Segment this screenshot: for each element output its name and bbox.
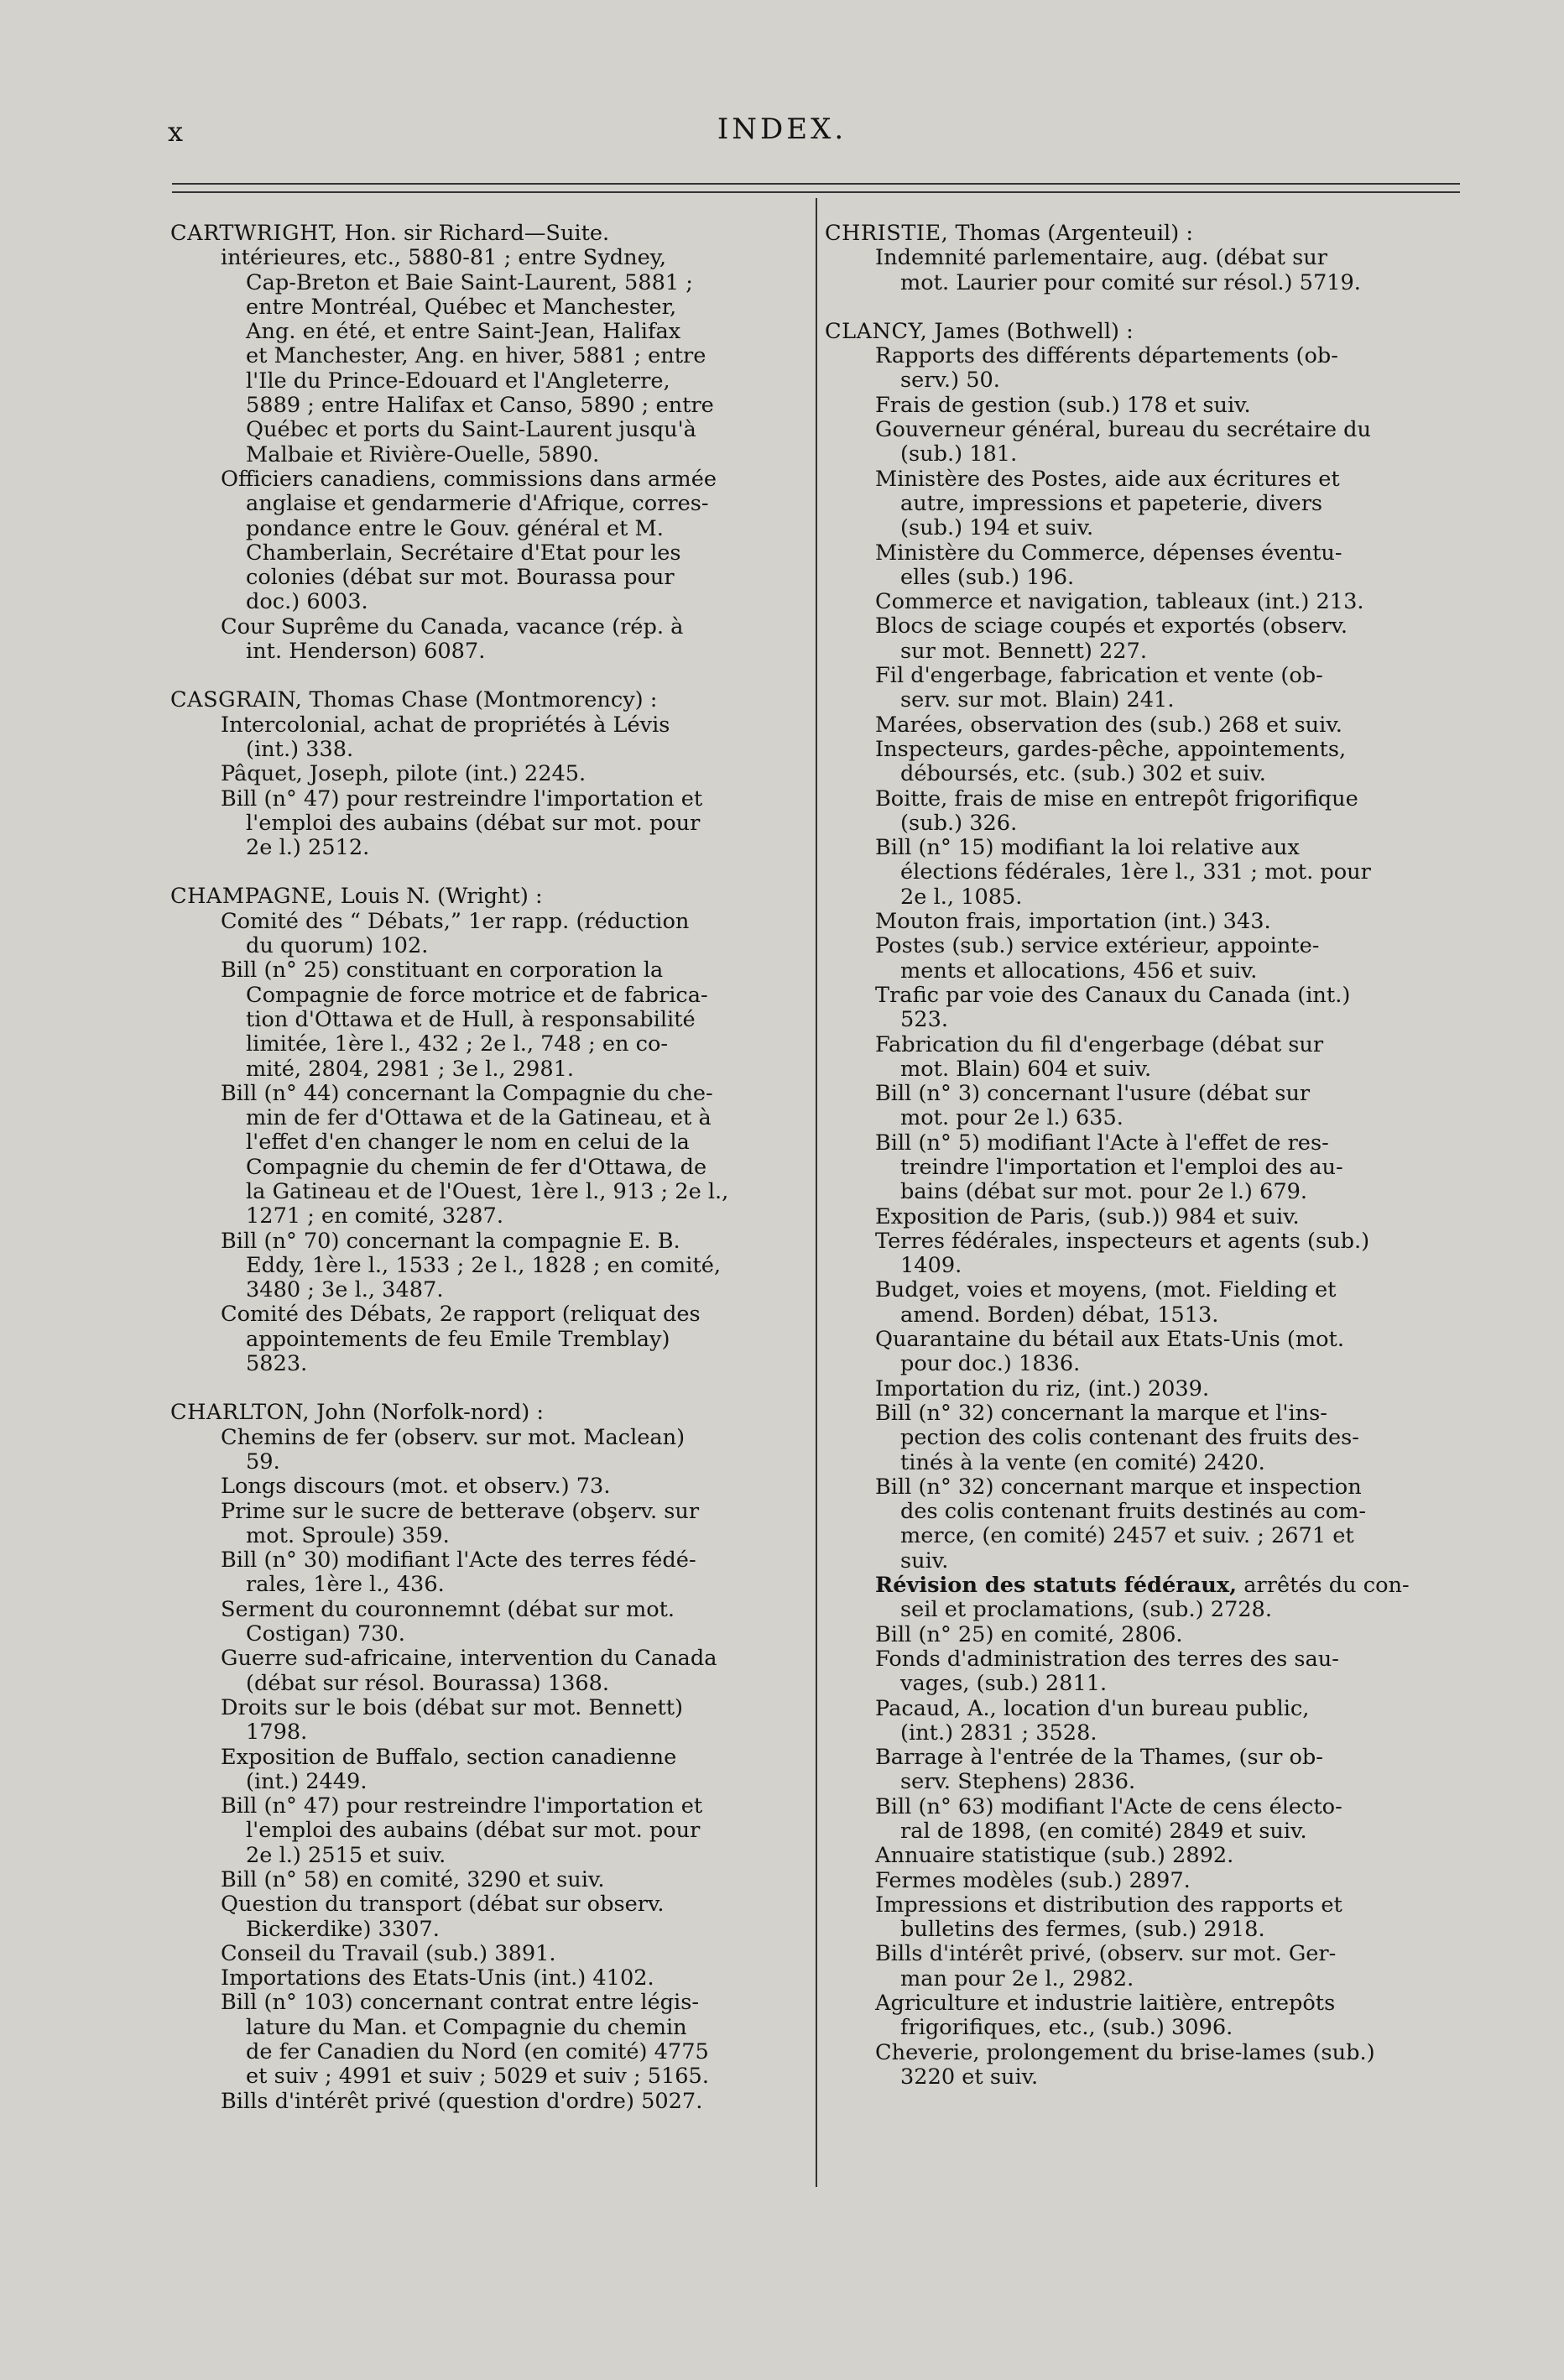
subentry-line: Cheverie, prolongement du brise-lames (sub.) bbox=[875, 2039, 1375, 2065]
subentry-line: mité, 2804, 2981 ; 3e l., 2981. bbox=[246, 1056, 575, 1082]
subentry-line: ral de 1898, (en comité) 2849 et suiv. bbox=[900, 1819, 1307, 1844]
subentry bbox=[875, 344, 1464, 394]
subentry-line: Droits sur le bois (débat sur mot. Bennett) bbox=[221, 1694, 684, 1720]
entry-heading-rest: James (Bothwell) : bbox=[927, 318, 1134, 344]
subentry-line: Quarantaine du bétail aux Etats-Unis (mot. bbox=[875, 1327, 1344, 1353]
subentry-line: Fil d'engerbage, fabrication et vente (ob- bbox=[875, 663, 1323, 689]
entry-heading-rest: John (Norfolk-nord) : bbox=[310, 1400, 544, 1426]
subentry bbox=[221, 1794, 804, 1868]
subentry-line: 5823. bbox=[246, 1351, 308, 1377]
subentry bbox=[221, 713, 804, 763]
subentry-line: Chemins de fer (observ. sur mot. Maclean) bbox=[221, 1424, 686, 1450]
subentry-line: Postes (sub.) service extérieur, appointe- bbox=[875, 933, 1320, 959]
left-column bbox=[170, 222, 804, 2138]
subentry-line: Bill (n° 32) concernant marque et inspection bbox=[875, 1474, 1362, 1500]
subentry-line: Rapports des différents départements (ob- bbox=[875, 343, 1338, 369]
subentry-line: Question du transport (débat sur observ. bbox=[221, 1892, 665, 1918]
subentry-line: Bill (n° 30) modifiant l'Acte des terres fédé- bbox=[221, 1548, 696, 1574]
subentry bbox=[875, 1082, 1464, 1131]
subentry bbox=[875, 2041, 1464, 2090]
subentry bbox=[221, 1868, 804, 1892]
subentry-line: Bill (n° 25) en comité, 2806. bbox=[875, 1621, 1183, 1647]
subentry-line: Exposition de Buffalo, section canadienne bbox=[221, 1744, 677, 1770]
subentry-line: amend. Borden) débat, 1513. bbox=[900, 1302, 1219, 1328]
subentry-line: elles (sub.) 196. bbox=[900, 564, 1075, 590]
subentry-line: Officiers canadiens, commissions dans armée bbox=[221, 466, 717, 492]
subentry-line: seil et proclamations, (sub.) 2728. bbox=[900, 1597, 1272, 1623]
header-rule-top bbox=[172, 183, 1460, 185]
subentry bbox=[875, 910, 1464, 934]
index-entry bbox=[170, 1401, 804, 2114]
entry-heading bbox=[825, 222, 1464, 246]
subentry-line: Prime sur le sucre de betterave (obşerv. sur bbox=[221, 1498, 700, 1524]
subentry bbox=[875, 1377, 1464, 1401]
subentry-line: Trafic par voie des Canaux du Canada (int.) bbox=[875, 982, 1351, 1008]
subentry-line: l'effet d'en changer le nom en celui de la bbox=[246, 1130, 690, 1156]
subentry-line: 3480 ; 3e l., 3487. bbox=[246, 1277, 444, 1303]
subentry-line: la Gatineau et de l'Ouest, 1ère l., 913 ; 2e l., bbox=[246, 1178, 729, 1204]
subentry-line: Pâquet, Joseph, pilote (int.) 2245. bbox=[221, 761, 586, 787]
subentry-line: Fonds d'administration des terres des sau- bbox=[875, 1646, 1339, 1672]
subentry-line: mot. Sproule) 359. bbox=[246, 1522, 450, 1548]
subentry-line: déboursés, etc. (sub.) 302 et suiv. bbox=[900, 761, 1266, 787]
subentry-line: 2e l.) 2512. bbox=[246, 835, 370, 861]
subentry-line: 59. bbox=[246, 1448, 280, 1474]
subentry-line: Conseil du Travail (sub.) 3891. bbox=[221, 1940, 556, 1966]
subentry-line: serv.) 50. bbox=[900, 368, 1000, 394]
subentry-line: min de fer d'Ottawa et de la Gatineau, et à bbox=[246, 1105, 712, 1131]
subentry-line: Bill (n° 25) constituant en corporation la bbox=[221, 958, 664, 984]
subentry-line: Bill (n° 44) concernant la Compagnie du che- bbox=[221, 1080, 713, 1106]
subentry bbox=[221, 910, 804, 959]
entry-surname: CASGRAIN, bbox=[170, 687, 303, 713]
subentry bbox=[221, 1892, 804, 1942]
subentry-line: Costigan) 730. bbox=[246, 1621, 405, 1647]
subentry bbox=[221, 1966, 804, 1991]
subentry-line: Bills d'intérêt privé (question d'ordre) 5027. bbox=[221, 2088, 703, 2114]
subentry-line: Ministère du Commerce, dépenses éventu- bbox=[875, 540, 1342, 566]
subentry bbox=[875, 1746, 1464, 1795]
subentry bbox=[221, 467, 804, 615]
subentry-line: de fer Canadien du Nord (en comité) 4775 bbox=[246, 2039, 709, 2065]
subentry-line: Comité des “ Débats,” 1er rapp. (réduction bbox=[221, 908, 690, 934]
subentry-line: 3220 et suiv. bbox=[900, 2064, 1039, 2090]
subentry-line: frigorifiques, etc., (sub.) 3096. bbox=[900, 2015, 1233, 2041]
index-entry bbox=[170, 688, 804, 860]
subentry bbox=[875, 1229, 1464, 1279]
subentry-line: Serment du couronnemnt (débat sur mot. bbox=[221, 1596, 675, 1622]
entry-surname: CLANCY, bbox=[825, 318, 928, 344]
subentry-line: anglaise et gendarmerie d'Afrique, corres- bbox=[246, 491, 709, 517]
subentry-line: Cap-Breton et Baie Saint-Laurent, 5881 ; bbox=[246, 269, 693, 295]
subentry-line: Bill (n° 70) concernant la compagnie E. B. bbox=[221, 1228, 680, 1254]
subentry-line: Agriculture et industrie laitière, entrepôts bbox=[875, 1991, 1336, 2017]
subentry bbox=[221, 1942, 804, 1966]
subentry-line: Boitte, frais de mise en entrepôt frigorifique bbox=[875, 786, 1358, 812]
subentry bbox=[875, 836, 1464, 910]
subentry-line: (int.) 2831 ; 3528. bbox=[900, 1720, 1097, 1746]
subentry-line: limitée, 1ère l., 432 ; 2e l., 748 ; en co- bbox=[246, 1031, 669, 1057]
subentry-line: Malbaie et Rivière-Ouelle, 5890. bbox=[246, 441, 600, 467]
subentry-line: doc.) 6003. bbox=[246, 589, 368, 615]
subentry-line: Fermes modèles (sub.) 2897. bbox=[875, 1867, 1191, 1893]
subentry bbox=[875, 1991, 1464, 2041]
page-number: x bbox=[168, 116, 184, 148]
subentry-line: des colis contenant fruits destinés au com- bbox=[900, 1499, 1366, 1525]
subentry-line: Chamberlain, Secrétaire d'Etat pour les bbox=[246, 540, 681, 566]
subentry bbox=[875, 541, 1464, 591]
subentry-line: Bill (n° 47) pour restreindre l'importation et bbox=[221, 1793, 703, 1819]
subentry-line: Compagnie du chemin de fer d'Ottawa, de bbox=[246, 1154, 707, 1180]
subentry-line: Annuaire statistique (sub.) 2892. bbox=[875, 1843, 1234, 1869]
subentry bbox=[221, 1548, 804, 1598]
subentry-line: pection des colis contenant des fruits des- bbox=[900, 1425, 1359, 1451]
subentry-line: Budget, voies et moyens, (mot. Fielding et bbox=[875, 1277, 1337, 1303]
subentry-line: intérieures, etc., 5880-81 ; entre Sydney, bbox=[221, 245, 666, 271]
subentry-line: Exposition de Paris, (sub.)) 984 et suiv. bbox=[875, 1203, 1300, 1229]
subentry bbox=[875, 738, 1464, 787]
subentry bbox=[875, 1475, 1464, 1574]
subentry bbox=[221, 2090, 804, 2114]
subentry bbox=[221, 1500, 804, 1549]
subentry bbox=[875, 1623, 1464, 1647]
subentry-line: appointements de feu Emile Tremblay) bbox=[246, 1326, 670, 1352]
subentry-line: Importation du riz, (int.) 2039. bbox=[875, 1375, 1210, 1401]
subentry-line: (sub.) 194 et suiv. bbox=[900, 515, 1094, 541]
subentry bbox=[221, 1474, 804, 1499]
subentry-line: élections fédérales, 1ère l., 331 ; mot. pour bbox=[900, 859, 1371, 885]
right-column bbox=[825, 222, 1464, 2114]
subentry-line: Indemnité parlementaire, aug. (débat sur bbox=[875, 245, 1327, 271]
subentry bbox=[221, 1746, 804, 1795]
subentry bbox=[221, 1696, 804, 1746]
subentry-line: l'emploi des aubains (débat sur mot. pour bbox=[246, 1818, 701, 1844]
entry-heading bbox=[170, 1401, 804, 1425]
subentry bbox=[875, 1893, 1464, 1943]
subentry-line: man pour 2e l., 2982. bbox=[900, 1965, 1134, 1991]
subentry-line: entre Montréal, Québec et Manchester, bbox=[246, 294, 677, 320]
header-rule-bottom bbox=[172, 191, 1460, 193]
subentry bbox=[221, 958, 804, 1081]
subentry-line: int. Henderson) 6087. bbox=[246, 639, 486, 665]
subentry-line: merce, (en comité) 2457 et suiv. ; 2671 et bbox=[900, 1523, 1354, 1549]
subentry-line: Fabrication du fil d'engerbage (débat sur bbox=[875, 1031, 1324, 1057]
subentry-line: Ang. en été, et entre Saint-Jean, Halifax bbox=[246, 319, 681, 345]
subentry-line: 1409. bbox=[900, 1253, 962, 1279]
subentry-line: du quorum) 102. bbox=[246, 933, 429, 959]
subentry-line: treindre l'importation et l'emploi des au- bbox=[900, 1154, 1343, 1180]
subentry-line: Bill (n° 103) concernant contrat entre légis- bbox=[221, 1990, 699, 2016]
subentry-line: 1798. bbox=[246, 1720, 308, 1746]
subentry bbox=[875, 1697, 1464, 1746]
subentry-line: pondance entre le Gouv. général et M. bbox=[246, 515, 664, 541]
subentry-line: tion d'Ottawa et de Hull, à responsabilité bbox=[246, 1006, 696, 1032]
subentry bbox=[221, 246, 804, 467]
subentry-line: bulletins des fermes, (sub.) 2918. bbox=[900, 1917, 1265, 1943]
subentry bbox=[221, 615, 804, 665]
subentry-line: Frais de gestion (sub.) 178 et suiv. bbox=[875, 392, 1251, 418]
subentry-line: Bill (n° 3) concernant l'usure (débat sur bbox=[875, 1081, 1311, 1107]
subentry-line: Cour Suprême du Canada, vacance (rép. à bbox=[221, 613, 684, 639]
subentry-line: Impressions et distribution des rapports et bbox=[875, 1892, 1342, 1918]
subentry-line: (int.) 2449. bbox=[246, 1768, 368, 1794]
subentry-line: Bill (n° 5) modifiant l'Acte à l'effet de res- bbox=[875, 1130, 1329, 1156]
subentry bbox=[875, 984, 1464, 1033]
subentry-line: Bill (n° 63) modifiant l'Acte de cens électo- bbox=[875, 1793, 1342, 1819]
index-entry bbox=[825, 222, 1464, 295]
subentry-line: autre, impressions et papeterie, divers bbox=[900, 490, 1323, 516]
index-entry bbox=[170, 222, 804, 664]
subentry bbox=[875, 1574, 1464, 1623]
subentry-line: mot. Blain) 604 et suiv. bbox=[900, 1056, 1152, 1082]
subentry-line: serv. sur mot. Blain) 241. bbox=[900, 687, 1175, 713]
subentry-line: l'Ile du Prince-Edouard et l'Angleterre, bbox=[246, 368, 670, 394]
subentry bbox=[875, 394, 1464, 418]
subentry-line: Gouverneur général, bureau du secrétaire du bbox=[875, 417, 1372, 443]
subentry-line: Intercolonial, achat de propriétés à Lévis bbox=[221, 712, 670, 738]
entry-heading-rest: Thomas (Argenteuil) : bbox=[948, 221, 1193, 246]
subentry-line: Bill (n° 32) concernant la marque et l'ins- bbox=[875, 1400, 1327, 1426]
subentry-line: 2e l.) 2515 et suiv. bbox=[246, 1842, 446, 1868]
subentry-line: (int.) 338. bbox=[246, 736, 354, 762]
subentry-line: et suiv ; 4991 et suiv ; 5029 et suiv ; 5165. bbox=[246, 2064, 709, 2090]
index-entry bbox=[825, 320, 1464, 2090]
subentry bbox=[221, 1991, 804, 2089]
subentry-line: Ministère des Postes, aide aux écritures et bbox=[875, 466, 1340, 492]
subentry-line: tinés à la vente (en comité) 2420. bbox=[900, 1449, 1265, 1475]
subentry-line: Importations des Etats-Unis (int.) 4102. bbox=[221, 1965, 654, 1991]
subentry-line: Comité des Débats, 2e rapport (reliquat des bbox=[221, 1302, 701, 1328]
subentry-line: Inspecteurs, gardes-pêche, appointements, bbox=[875, 736, 1347, 762]
entry-surname: CHARLTON, bbox=[170, 1400, 310, 1426]
subentry-line: et Manchester, Ang. en hiver, 5881 ; entre bbox=[246, 343, 706, 369]
subentry-line: rales, 1ère l., 436. bbox=[246, 1572, 445, 1598]
subentry-line: pour doc.) 1836. bbox=[900, 1351, 1081, 1377]
entry-surname: CHAMPAGNE, bbox=[170, 884, 334, 910]
subentry-line: vages, (sub.) 2811. bbox=[900, 1671, 1108, 1697]
subentry-line: 2e l., 1085. bbox=[900, 884, 1023, 910]
subentry-line: ments et allocations, 456 et suiv. bbox=[900, 958, 1258, 984]
subentry bbox=[875, 1869, 1464, 1893]
subentry bbox=[875, 614, 1464, 664]
subentry bbox=[875, 1328, 1464, 1377]
subentry-line: 1271 ; en comité, 3287. bbox=[246, 1203, 503, 1229]
subentry-line: 5889 ; entre Halifax et Canso, 5890 ; entre bbox=[246, 393, 714, 419]
subentry bbox=[875, 246, 1464, 295]
subentry bbox=[221, 1082, 804, 1229]
subentry-line: Eddy, 1ère l., 1533 ; 2e l., 1828 ; en comité, bbox=[246, 1252, 722, 1278]
subentry-line: Révision des statuts fédéraux, arrêtés du con- bbox=[875, 1573, 1410, 1599]
subentry-line: (sub.) 326. bbox=[900, 810, 1018, 836]
subentry-line: Commerce et navigation, tableaux (int.) 213. bbox=[875, 589, 1364, 615]
subentry bbox=[221, 1302, 804, 1376]
subentry-line: Marées, observation des (sub.) 268 et suiv. bbox=[875, 712, 1342, 738]
subentry-line: Longs discours (mot. et observ.) 73. bbox=[221, 1474, 611, 1500]
entry-heading-rest: Hon. sir Richard—Suite. bbox=[337, 221, 610, 246]
entry-heading-rest: Thomas Chase (Montmorency) : bbox=[302, 687, 658, 713]
subentry-line: Québec et ports du Saint-Laurent jusqu'à bbox=[246, 417, 696, 443]
entry-heading bbox=[170, 688, 804, 712]
subentry bbox=[875, 418, 1464, 467]
subentry bbox=[875, 787, 1464, 837]
subentry bbox=[875, 1401, 1464, 1475]
subentry bbox=[875, 1278, 1464, 1328]
subentry-line: sur mot. Bennett) 227. bbox=[900, 638, 1147, 664]
subentry-line: 523. bbox=[900, 1007, 948, 1033]
subentry bbox=[221, 1647, 804, 1696]
index-entry bbox=[170, 885, 804, 1376]
subentry bbox=[221, 762, 804, 786]
subentry-line: bains (débat sur mot. pour 2e l.) 679. bbox=[900, 1179, 1308, 1205]
subentry-line: Bills d'intérêt privé, (observ. sur mot. Ger- bbox=[875, 1941, 1337, 1967]
column-divider bbox=[816, 198, 817, 2187]
subentry-line: (débat sur résol. Bourassa) 1368. bbox=[246, 1670, 610, 1696]
subentry bbox=[875, 713, 1464, 738]
subentry bbox=[221, 1598, 804, 1647]
subentry-line: (sub.) 181. bbox=[900, 441, 1018, 467]
subentry-line: Bill (n° 58) en comité, 3290 et suiv. bbox=[221, 1867, 605, 1892]
subentry bbox=[875, 590, 1464, 614]
subentry bbox=[875, 1131, 1464, 1205]
subentry-line: Blocs de sciage coupés et exportés (observ. bbox=[875, 613, 1348, 639]
subentry-line: lature du Man. et Compagnie du chemin bbox=[246, 2014, 687, 2040]
subentry bbox=[875, 1844, 1464, 1868]
subentry bbox=[875, 664, 1464, 713]
subentry-line: Barrage à l'entrée de la Thames, (sur ob- bbox=[875, 1745, 1323, 1771]
subentry-line: mot. pour 2e l.) 635. bbox=[900, 1105, 1123, 1131]
entry-heading bbox=[170, 885, 804, 909]
entry-heading bbox=[825, 320, 1464, 344]
subentry bbox=[875, 1647, 1464, 1697]
subentry bbox=[875, 1033, 1464, 1083]
subentry-line: Pacaud, A., location d'un bureau public, bbox=[875, 1695, 1310, 1721]
entry-heading-rest: Louis N. (Wright) : bbox=[333, 884, 543, 910]
subentry bbox=[875, 467, 1464, 541]
subentry-line: serv. Stephens) 2836. bbox=[900, 1769, 1136, 1795]
subentry bbox=[875, 1795, 1464, 1845]
entry-heading bbox=[170, 222, 804, 246]
subentry bbox=[875, 1205, 1464, 1229]
subentry-line: Guerre sud-africaine, intervention du Canada bbox=[221, 1646, 717, 1672]
subentry bbox=[875, 934, 1464, 984]
subentry-line: mot. Laurier pour comité sur résol.) 5719. bbox=[900, 269, 1361, 295]
subentry-line: Bill (n° 47) pour restreindre l'importation et bbox=[221, 786, 703, 812]
subentry bbox=[221, 1229, 804, 1303]
subentry-line: colonies (débat sur mot. Bourassa pour bbox=[246, 565, 675, 591]
subentry bbox=[875, 1942, 1464, 1991]
subentry bbox=[221, 787, 804, 861]
subentry-line: Terres fédérales, inspecteurs et agents (sub.) bbox=[875, 1228, 1370, 1254]
subentry-line: suiv. bbox=[900, 1548, 949, 1574]
subentry-line: Bill (n° 15) modifiant la loi relative aux bbox=[875, 835, 1300, 861]
subentry-line: l'emploi des aubains (débat sur mot. pour bbox=[246, 810, 701, 836]
entry-surname: CHRISTIE, bbox=[825, 221, 949, 246]
subentry-line: Mouton frais, importation (int.) 343. bbox=[875, 909, 1271, 935]
subentry-line: Compagnie de force motrice et de fabrica- bbox=[246, 982, 708, 1008]
entry-surname: CARTWRIGHT, bbox=[170, 221, 338, 246]
subentry-line: Bickerdike) 3307. bbox=[246, 1916, 440, 1942]
page-title: INDEX. bbox=[717, 112, 847, 146]
subentry bbox=[221, 1426, 804, 1475]
